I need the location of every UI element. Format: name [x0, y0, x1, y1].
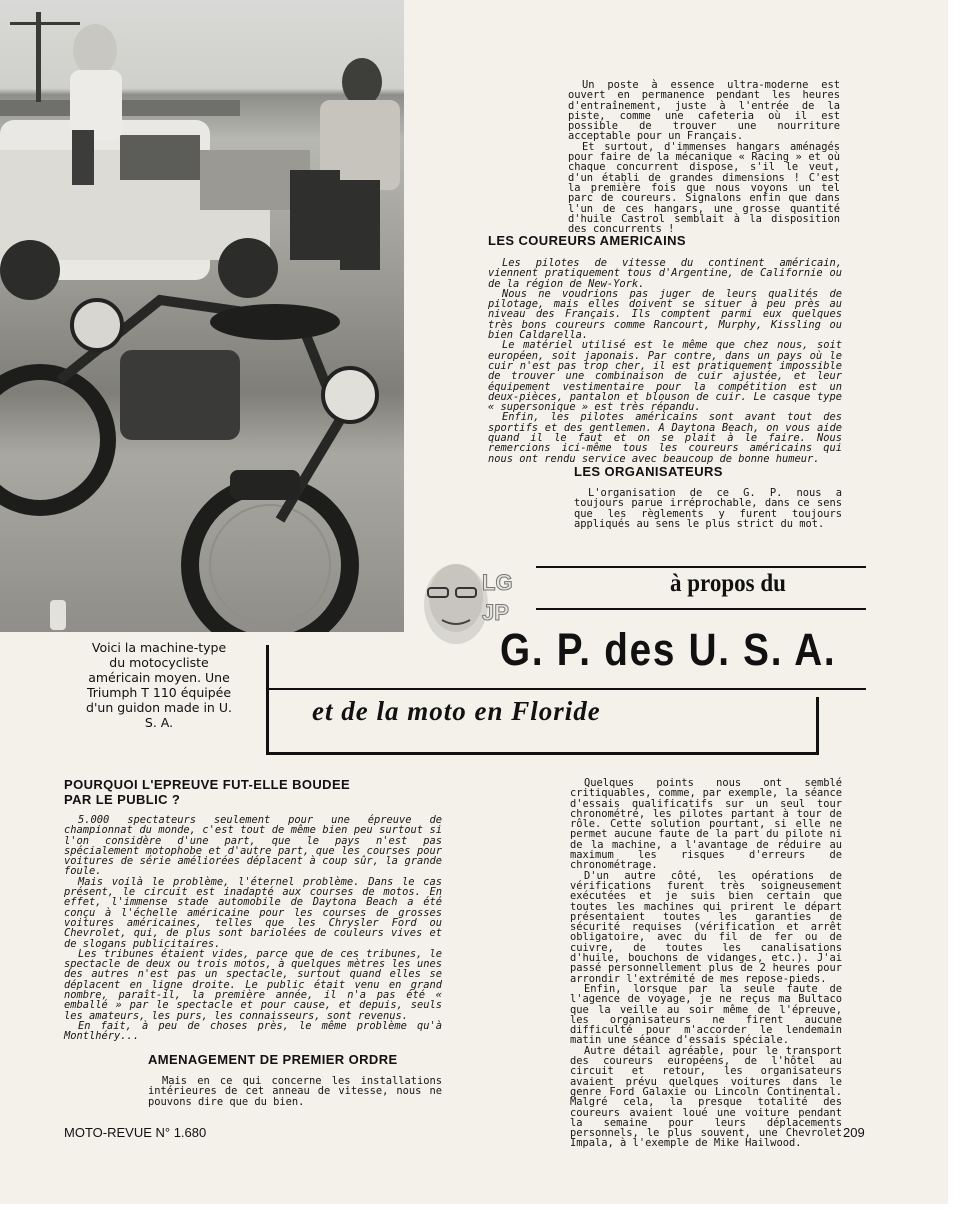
headline-title: G. P. des U. S. A. [500, 624, 837, 675]
paragraph: D'un autre côté, les opérations de vérifications furent très soigneusement exécutées et je suis bien certain que toutes les machines qui prirent le départ présentaient toutes les garanties de sécurité requises (vérification et arrêt obligatoire, avec du fil de fer ou de cuivre, de toutes les canalisations d'huile, bouchons de vidanges, etc.). J'ai passé personnellement plus de 2 heures pour arrondir l'extrémité de mes repose-pieds. [570, 869, 842, 985]
heading-line: PAR LE PUBLIC ? [64, 792, 181, 807]
paragraph: L'organisation de ce G. P. nous a toujours parue irréprochable, dans ce sens que les règlements y furent toujours appliqués au sens le plus strict du mot. [574, 487, 842, 530]
footer-magazine: MOTO-REVUE N° 1.680 [64, 1125, 207, 1140]
section-heading: LES ORGANISATEURS [574, 464, 723, 479]
paragraph: 5.000 spectateurs seulement pour une épreuve de championnat du monde, c'est tout de même bien peu surtout si l'on considère d'une part, que le pays n'est pas spécialement motophobe et d'autre part, que les courses pour voitures de série améliorées déplacent à coup sûr, la grande foule. [64, 814, 442, 878]
paragraph: Les pilotes de vitesse du continent américain, viennent pratiquement tous d'Argentine, de Californie ou de la région de New-York. [488, 257, 842, 290]
paragraph: Nous ne voudrions pas juger de leurs qualités de pilotage, mais elles doivent se situer à peu près au niveau des Français. Ils comptent parmi eux quelques très bons coureurs comme Rancourt, Murphy, Kissling ou bien Caldarella. [488, 287, 842, 342]
organisateurs-column [574, 488, 842, 529]
amenagement-column [148, 1076, 442, 1107]
photo-caption: Voici la machine-type du motocycliste américain moyen. Une Triumph T 110 équipée d'un guidon made in U. S. A. [86, 640, 232, 730]
paragraph: Enfin, les pilotes américains sont avant tout des sportifs et des gentlemen. A Daytona Beach, on vous aide quand il le faut et on se plait à le faire. Nous remercions ici-même tous les coureurs américains qui nous ont rendu service avec beaucoup de bonne humeur. [488, 411, 842, 465]
section-heading: LES COUREURS AMERICAINS [488, 233, 686, 248]
intro-column [568, 80, 840, 234]
frame-tick [816, 697, 819, 755]
portrait-initials-bottom: JP [482, 600, 509, 625]
pourquoi-column [64, 815, 442, 1042]
photo-illustration [0, 0, 404, 632]
heading-line: POURQUOI L'EPREUVE FUT-ELLE BOUDEE [64, 777, 351, 792]
headline-rule-middle [536, 608, 866, 610]
paragraph: Autre détail agréable, pour le transport des coureurs européens, de l'hôtel au circuit et retour, les organisateurs avaient prévu quelques voitures dans le genre Ford Galaxie ou Lincoln Continental. Malgré cela, la presque totalité des coureurs avaient loué une voiture pendant la semaine pour leurs déplacements personnels, le plus souvent, une Chevrolet Impala, à l'exemple de Mike Hailwood. [570, 1044, 842, 1150]
paragraph: Et surtout, d'immenses hangars aménagés pour faire de la mécanique « Racing » et où chaque concurrent dispose, s'il le veut, d'un établi de grandes dimensions ! C'est la première fois que nous voyons un tel parc de coureurs. Signalons enfin que dans l'un de ces hangars, une grosse quantité d'huile Castrol semblait à la disposition des concurrents ! [568, 140, 840, 236]
headline-apropos: à propos du [670, 570, 786, 597]
paragraph: Enfin, lorsque par la seule faute de l'agence de voyage, je ne reçus ma Bultaco que la veille au soir même de l'épreuve, les organisateurs ne firent aucune difficulté pour m'accorder le lendemain matin une séance d'essais spéciale. [570, 982, 842, 1047]
headline-subtitle: et de la moto en Floride [312, 696, 601, 726]
details-column [570, 778, 842, 1149]
coureurs-column [488, 258, 842, 464]
portrait-initials-top: LG [482, 570, 513, 595]
paragraph: Mais en ce qui concerne les installations intérieures de cet anneau de vitesse, nous ne pouvons dire que du bien. [148, 1075, 442, 1108]
paragraph: Un poste à essence ultra-moderne est ouvert en permanence pendant les heures d'entraînement, juste à l'entrée de la piste, comme une cafeteria où il est possible de trouver une nourriture acceptable pour un Français. [568, 79, 840, 143]
headline-rule-top [536, 566, 866, 568]
footer-page-number: 209 [843, 1125, 865, 1140]
paragraph: Mais voilà le problème, l'éternel problème. Dans le cas présent, le circuit est inadapté aux courses de motos. En effet, l'immense stade automobile de Daytona Beach a été conçu à l'échelle américaine pour les courses de grosses voitures américaines, telles que les Chrysler Ford ou Chevrolet, qui, de plus sont bariolées de couleurs vives et de slogans publicitaires. [64, 875, 442, 950]
paragraph: En fait, à peu de choses près, le même problème qu'à Montlhéry... [64, 1019, 442, 1043]
section-heading: AMENAGEMENT DE PREMIER ORDRE [148, 1052, 398, 1067]
paragraph: Le matériel utilisé est le même que chez nous, soit européen, soit japonais. Par contre, dans un pays où le cuir n'est pas trop cher, il est pratiquement impossible de trouver une combinaison de cuir ajustée, et leur équipement vestimentaire pour la compétition est un deux-pièces, pantalon et blouson de cuir. Le casque type « supersonique » est très répandu. [488, 339, 842, 414]
paragraph: Les tribunes étaient vides, parce que de ces tribunes, le spectacle de deux ou trois motos, à quelques mètres les unes des autres n'est pas un spectacle, surtout quand elles se déplacent en ligne droite. Le public était venu en grand nombre, paraît-il, la première année, il n'a pas été « emballé » par le spectacle et pour cause, et depuis, seuls les amateurs, les purs, les connaisseurs, sont revenus. [64, 947, 442, 1022]
paragraph: Quelques points nous ont semblé critiquables, comme, par exemple, la séance d'essais qualificatifs sur un seul tour chronométré, les pilotes partant à tour de rôle. Cette solution pourtant, si elle ne permet aucune faute de la part du pilote ni de la machine, a l'avantage de réduire au maximum les risques d'erreurs de chronométrage. [570, 777, 842, 872]
section-heading [64, 777, 350, 807]
motorcycle-photo [0, 0, 404, 632]
